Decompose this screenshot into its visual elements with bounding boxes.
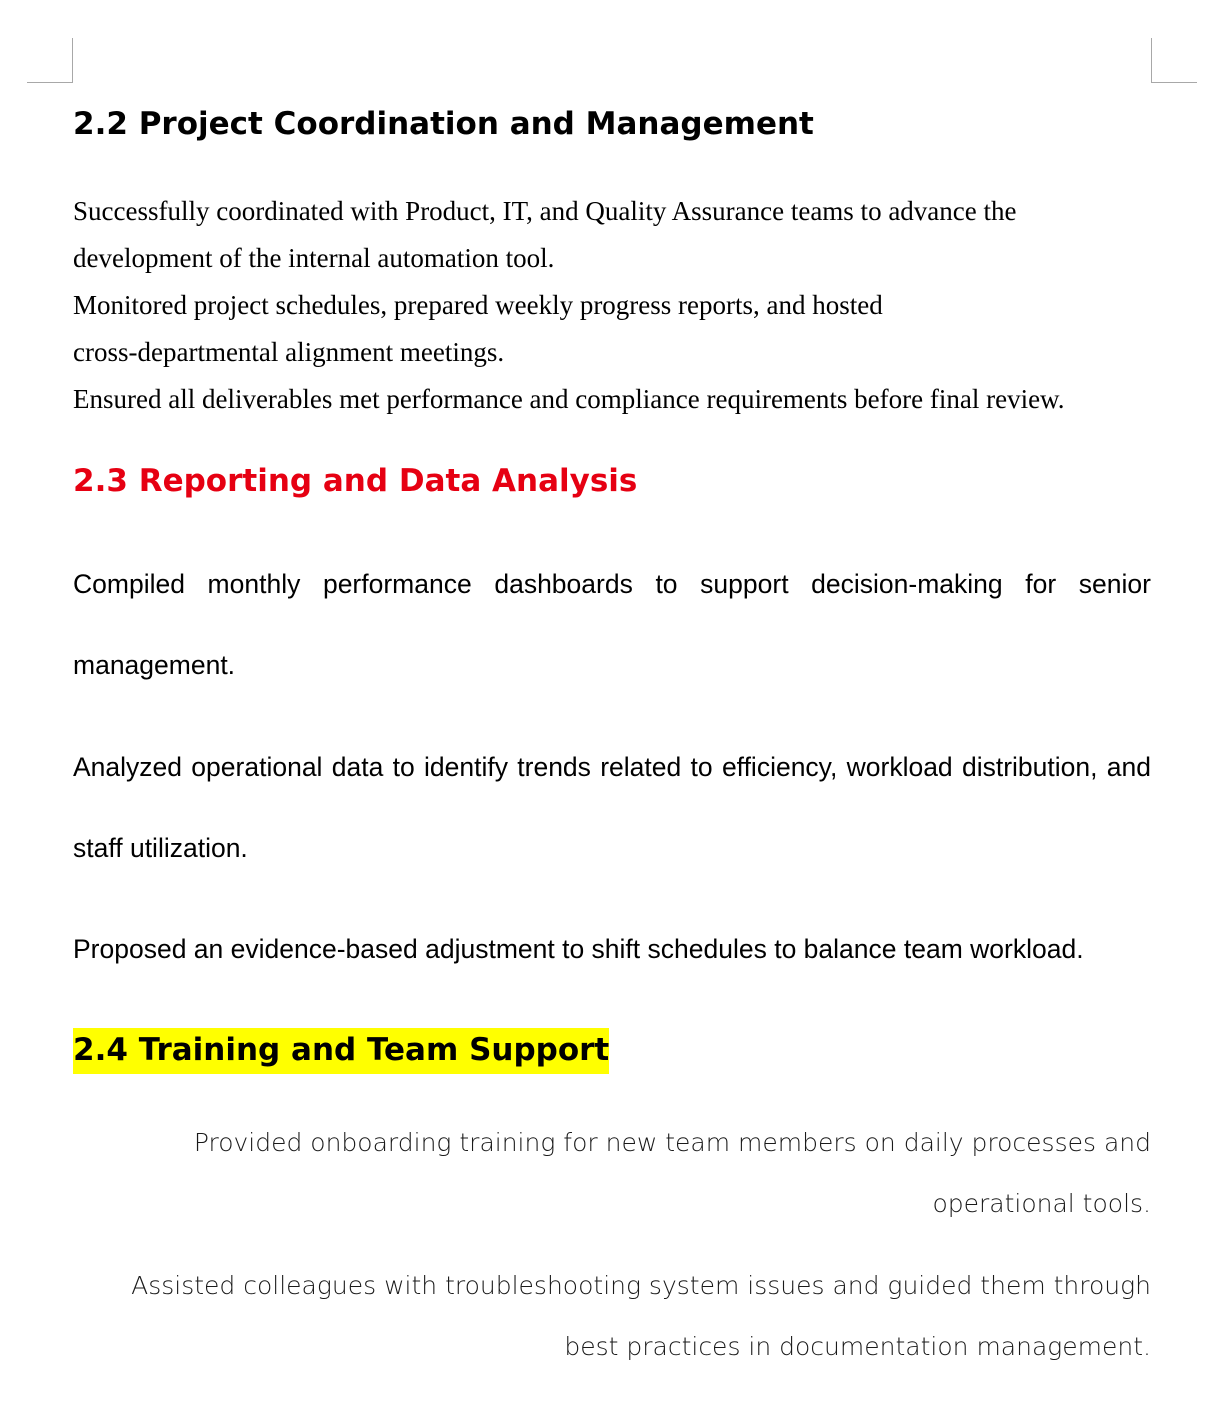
section-2-2-body — [73, 188, 1151, 423]
margin-mark-top-right-horizontal — [1151, 82, 1197, 83]
section-2-2-paragraph-2: Monitored project schedules, prepared weekly progress reports, and hosted cross-departmental alignment meetings. — [73, 290, 883, 367]
section-2-3-paragraph-1: Compiled monthly performance dashboards to support decision-making for senior management. — [73, 569, 1151, 680]
section-2-2-paragraph-1: Successfully coordinated with Product, IT, and Quality Assurance teams to advance the development of the internal automation tool. — [73, 196, 1017, 273]
margin-mark-top-right-vertical — [1151, 38, 1152, 83]
section-2-3-paragraph-3: Proposed an evidence-based adjustment to shift schedules to balance team workload. — [73, 934, 1084, 964]
section-2-4-paragraph-2: Assisted colleagues with troubleshooting system issues and guided them through best practices in documentation management. — [131, 1271, 1151, 1361]
section-2-4-paragraph-1: Provided onboarding training for new team members on daily processes and operational tools. — [193, 1128, 1151, 1218]
margin-mark-top-left-horizontal — [27, 82, 73, 83]
margin-mark-top-left-vertical — [72, 38, 73, 83]
section-2-3-paragraph-2: Analyzed operational data to identify trends related to efficiency, workload distribution, and staff utilization. — [73, 752, 1151, 863]
section-2-3-heading: 2.3 Reporting and Data Analysis — [73, 463, 638, 499]
section-2-4-heading — [73, 1030, 609, 1070]
section-2-2-paragraph-3: Ensured all deliverables met performance and compliance requirements before final review. — [73, 384, 1065, 414]
highlighted-heading-text: 2.4 Training and Team Support — [73, 1028, 609, 1074]
section-2-2-heading: 2.2 Project Coordination and Management — [73, 106, 814, 142]
